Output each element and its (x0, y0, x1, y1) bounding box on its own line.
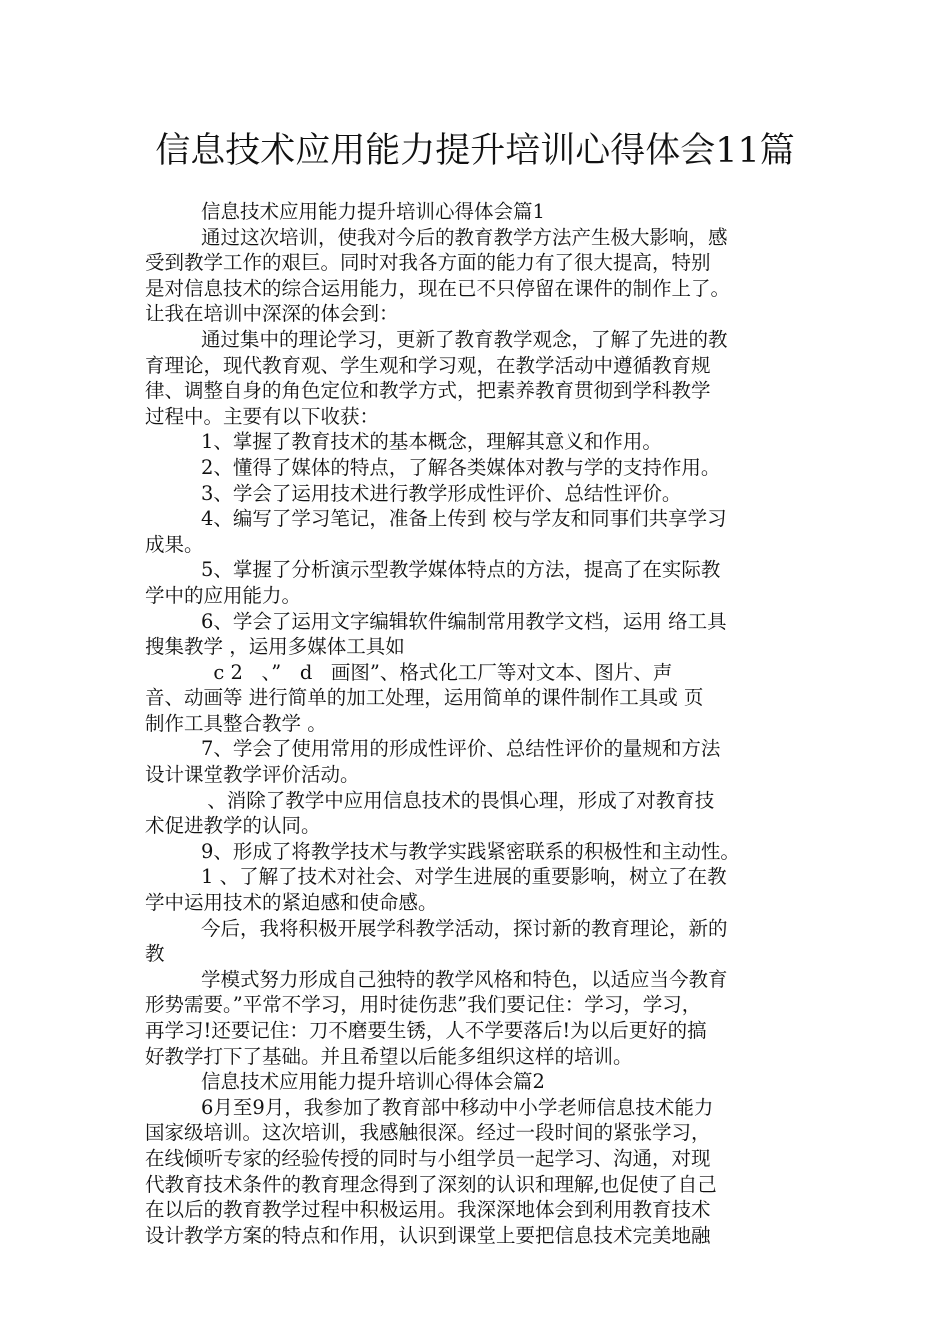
text-line: 育理论，现代教育观、学生观和学习观，在教学活动中遵循教育规 (145, 353, 711, 377)
text-line: 学中的应用能力。 (145, 583, 302, 607)
text-line: 让我在培训中深深的体会到： (145, 302, 399, 326)
text-line: 4、编写了学习笔记，准备上传到 校与学友和同事们共享学习 (201, 507, 727, 531)
document-body (145, 199, 825, 1248)
text-line: 设计课堂教学评价活动。 (145, 763, 360, 787)
text-line: 2、懂得了媒体的特点，了解各类媒体对教与学的支持作用。 (201, 455, 721, 479)
text-line: 1、掌握了教育技术的基本概念，理解其意义和作用。 (201, 430, 662, 454)
text-line: 学中运用技术的紧迫感和使命感。 (145, 891, 438, 915)
text-line: 代教育技术条件的教育理念得到了深刻的认识和理解,也促使了自己 (145, 1172, 717, 1196)
text-line: 、消除了教学中应用信息技术的畏惧心理，形成了对教育技 (201, 788, 715, 812)
text-line: 1 、了解了技术对社会、对学生进展的重要影响，树立了在教 (201, 865, 727, 889)
text-line: 6月至9月，我参加了教育部中移动中小学老师信息技术能力 (201, 1095, 714, 1119)
text-line: 信息技术应用能力提升培训心得体会篇1 (201, 200, 545, 223)
text-line: 制作工具整合教学 。 (145, 711, 327, 735)
text-line: 通过集中的理论学习，更新了教育教学观念，了解了先进的教 (201, 327, 728, 351)
text-line: 术促进教学的认同。 (145, 814, 321, 838)
text-line: 律、调整自身的角色定位和教学方式，把素养教育贯彻到学科教学 (145, 379, 711, 403)
text-line: 5、掌握了分析演示型教学媒体特点的方法，提高了在实际教 (201, 558, 721, 582)
document-title: 信息技术应用能力提升培训心得体会11篇 (155, 131, 795, 171)
text-line: 搜集教学 ，运用多媒体工具如 (145, 635, 405, 659)
text-line: 音、动画等 进行简单的加工处理，运用简单的课件制作工具或 页 (145, 686, 704, 710)
text-line: 设计教学方案的特点和作用，认识到课堂上要把信息技术完美地融 (145, 1223, 711, 1247)
text-line: 在线倾听专家的经验传授的同时与小组学员一起学习、沟通，对现 (145, 1146, 711, 1170)
text-line: 在以后的教育教学过程中积极运用。我深深地体会到利用教育技术 (145, 1198, 711, 1222)
text-line: 6、学会了运用文字编辑软件编制常用教学文档，运用 络工具 (201, 609, 727, 633)
text-line: 信息技术应用能力提升培训心得体会篇2 (201, 1070, 545, 1094)
text-line: 受到教学工作的艰巨。同时对我各方面的能力有了很大提高，特别 (145, 251, 711, 275)
text-line: 3、学会了运用技术进行教学形成性评价、总结性评价。 (201, 481, 682, 505)
text-line: 是对信息技术的综合运用能力，现在已不只停留在课件的制作上了。 (145, 276, 731, 300)
text-line: 学模式努力形成自己独特的教学风格和特色，以适应当今教育 (201, 967, 728, 991)
text-line: c 2 、” d 画图”、格式化工厂等对文本、图片、声 (201, 660, 673, 684)
text-line: 再学习!还要记住：刀不磨要生锈，人不学要落后!为以后更好的搞 (145, 1019, 707, 1042)
text-line: 过程中。主要有以下收获： (145, 404, 380, 428)
text-line: 7、学会了使用常用的形成性评价、总结性评价的量规和方法 (201, 737, 721, 761)
text-line: 好教学打下了基础。并且希望以后能多组织这样的培训。 (145, 1044, 633, 1068)
text-line: 通过这次培训，使我对今后的教育教学方法产生极大影响，感 (201, 225, 728, 249)
text-line: 形势需要。”平常不学习，用时徒伤悲”我们要记住：学习，学习， (145, 993, 702, 1017)
text-line: 国家级培训。这次培训，我感触很深。经过一段时间的紧张学习， (145, 1121, 711, 1145)
text-line: 成果。 (145, 532, 204, 556)
text-line: 9、形成了将教学技术与教学实践紧密联系的积极性和主动性。 (201, 839, 740, 863)
text-line: 今后，我将积极开展学科教学活动，探讨新的教育理论，新的 (201, 916, 728, 940)
text-line: 教 (145, 942, 165, 966)
